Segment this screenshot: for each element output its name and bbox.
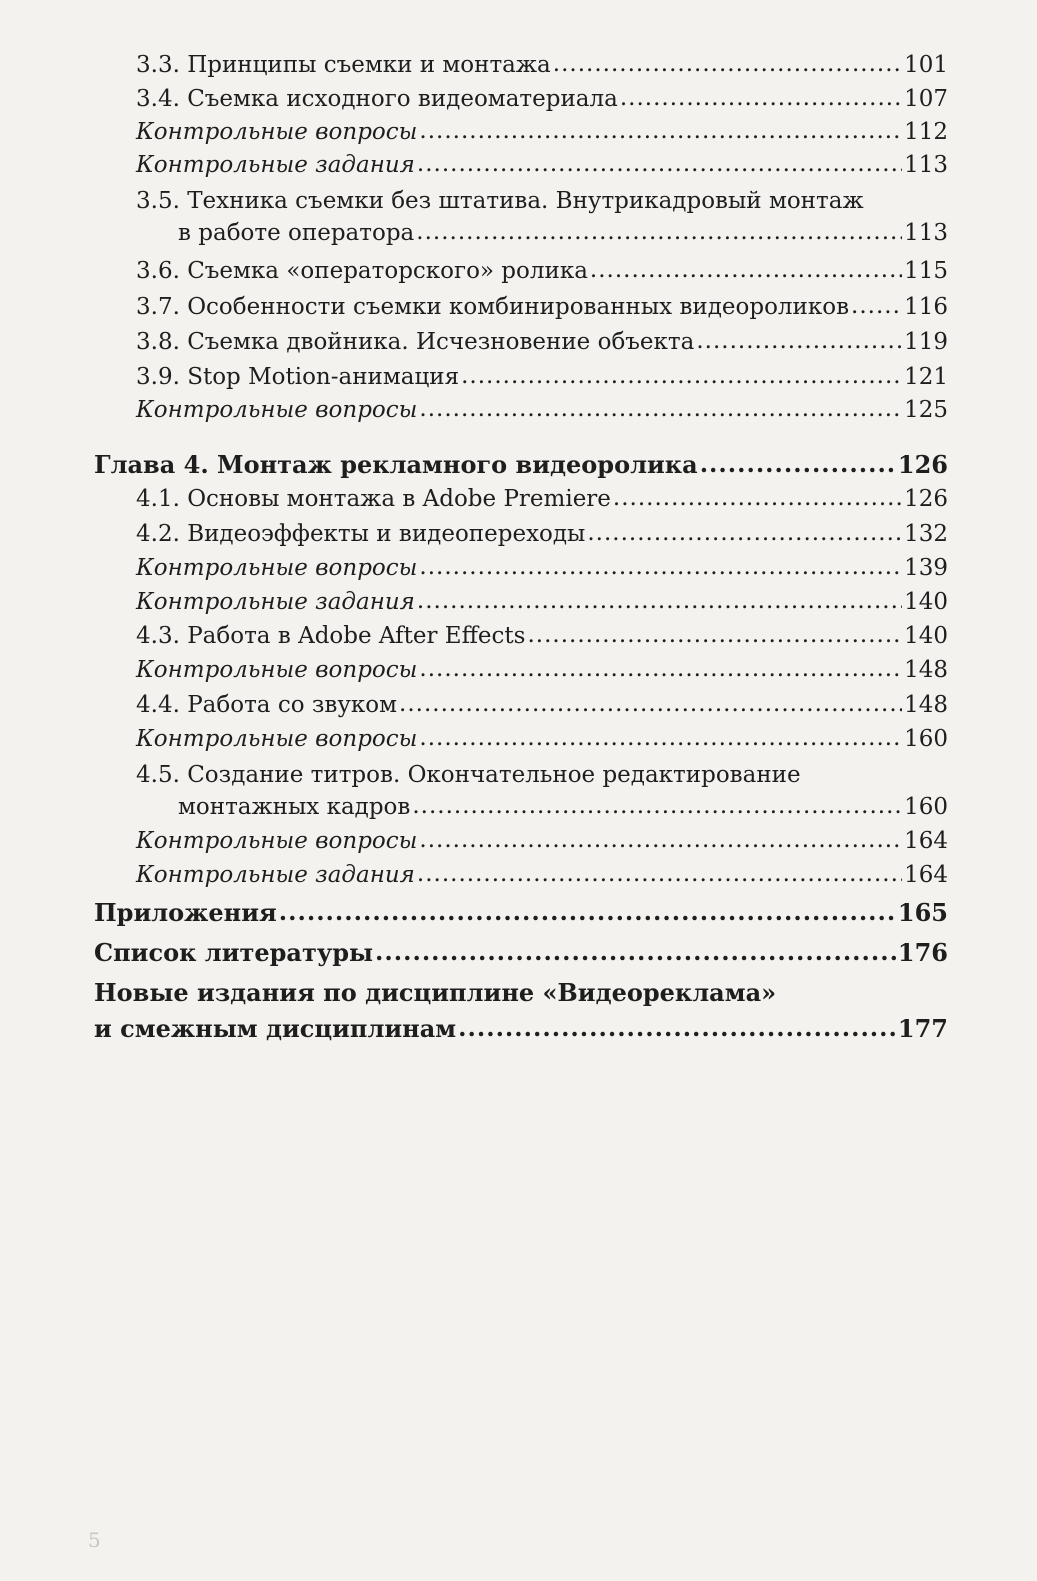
toc-entry-label: монтажных кадров	[178, 794, 411, 820]
toc-entry-label: 4.1. Основы монтажа в Adobe Premiere	[136, 486, 611, 512]
toc-entry	[136, 256, 948, 286]
toc-entry	[136, 117, 948, 147]
toc-entry	[136, 724, 948, 754]
toc-entry-label: Контрольные задания	[136, 589, 415, 615]
toc-leader-dots	[279, 897, 896, 927]
toc-entry-page: 160	[904, 726, 948, 752]
toc-entry-page: 115	[904, 258, 948, 284]
toc-entry-page: 148	[904, 692, 948, 718]
toc-entry	[136, 621, 948, 651]
toc-chapter-label: Глава 4. Монтаж рекламного видеоролика	[94, 450, 698, 479]
toc-entry-page: 164	[904, 828, 948, 854]
toc-entry	[136, 553, 948, 583]
toc-entry-label: 3.6. Съемка «операторского» ролика	[136, 258, 588, 284]
toc-chapter-label-first-line: Новые издания по дисциплине «Видеореклама»	[94, 978, 777, 1007]
toc-chapter-entry	[94, 1014, 948, 1044]
toc-entry	[136, 826, 948, 856]
toc-entry-label: Контрольные вопросы	[136, 726, 418, 752]
toc-leader-dots	[696, 326, 902, 356]
toc-entry-page: 140	[904, 589, 948, 615]
toc-entry-page: 176	[897, 938, 948, 967]
toc-entry-label: Контрольные вопросы	[136, 119, 418, 145]
toc-entry-label: Контрольные вопросы	[136, 555, 418, 581]
toc-leader-dots	[851, 291, 902, 321]
toc-entry-page: 101	[904, 52, 948, 78]
toc-entry-label: 3.9. Stop Motion-анимация	[136, 364, 460, 390]
toc-leader-dots	[375, 937, 896, 967]
toc-entry	[178, 792, 948, 822]
toc-leader-dots	[419, 116, 902, 146]
toc-entry	[136, 395, 948, 425]
toc-entry-page: 140	[904, 623, 948, 649]
toc-entry-page: 148	[904, 657, 948, 683]
toc-entry-label: Контрольные вопросы	[136, 397, 418, 423]
toc-entry	[136, 327, 948, 357]
toc-chapter-label: и смежным дисциплинам	[94, 1014, 457, 1043]
toc-entry-page: 126	[897, 450, 948, 479]
toc-chapter-entry	[94, 898, 948, 928]
toc-leader-dots	[417, 586, 902, 616]
toc-leader-dots	[553, 49, 902, 79]
toc-entry-page: 113	[904, 220, 948, 246]
toc-leader-dots	[587, 518, 902, 548]
toc-entry-label: 3.7. Особенности съемки комбинированных видеороликов	[136, 294, 850, 320]
toc-entry-label: 4.4. Работа со звуком	[136, 692, 398, 718]
toc-entry-label: 3.4. Съемка исходного видеоматериала	[136, 86, 618, 112]
toc-chapter-entry	[94, 450, 948, 480]
toc-leader-dots	[620, 83, 902, 113]
toc-entry-label-first-line: 3.5. Техника съемки без штатива. Внутрикадровый монтаж	[136, 188, 864, 214]
toc-entry-page: 139	[904, 555, 948, 581]
toc-entry-label-first-line: 4.5. Создание титров. Окончательное редактирование	[136, 762, 801, 788]
toc-entry-label: 4.2. Видеоэффекты и видеопереходы	[136, 521, 586, 547]
toc-entry-page: 164	[904, 862, 948, 888]
toc-chapter-label: Приложения	[94, 898, 277, 927]
toc-leader-dots	[417, 149, 902, 179]
toc-entry	[136, 690, 948, 720]
toc-entry-page: 126	[904, 486, 948, 512]
toc-entry	[136, 50, 948, 80]
toc-leader-dots	[461, 361, 902, 391]
toc-entry	[136, 860, 948, 890]
toc-entry-page: 177	[897, 1014, 948, 1043]
toc-entry-label: Контрольные задания	[136, 862, 415, 888]
toc-chapter-entry	[94, 938, 948, 968]
toc-entry-label: 4.3. Работа в Adobe After Effects	[136, 623, 526, 649]
toc-entry-label: Контрольные вопросы	[136, 828, 418, 854]
toc-leader-dots	[416, 217, 902, 247]
toc-leader-dots	[527, 620, 902, 650]
toc-leader-dots	[419, 552, 902, 582]
toc-leader-dots	[590, 255, 902, 285]
toc-chapter-label: Список литературы	[94, 938, 374, 967]
toc-leader-dots	[412, 791, 902, 821]
toc-leader-dots	[458, 1013, 896, 1043]
toc-entry-page: 116	[904, 294, 948, 320]
toc-entry-label: Контрольные вопросы	[136, 657, 418, 683]
toc-entry-page: 132	[904, 521, 948, 547]
toc-leader-dots	[419, 723, 902, 753]
toc-entry	[136, 484, 948, 514]
toc-entry	[136, 519, 948, 549]
toc-entry-label: Контрольные задания	[136, 152, 415, 178]
toc-entry-page: 119	[904, 329, 948, 355]
toc-leader-dots	[613, 483, 902, 513]
toc-entry	[136, 655, 948, 685]
toc-entry-label: в работе оператора	[178, 220, 415, 246]
toc-entry-page: 112	[904, 119, 948, 145]
toc-entry	[178, 218, 948, 248]
toc-leader-dots	[419, 654, 902, 684]
toc-leader-dots	[419, 394, 902, 424]
toc-entry	[136, 84, 948, 114]
toc-entry	[136, 362, 948, 392]
toc-entry-page: 107	[904, 86, 948, 112]
page-number: 5	[88, 1528, 101, 1552]
toc-leader-dots	[700, 449, 896, 479]
toc-entry	[136, 292, 948, 322]
toc-entry-page: 160	[904, 794, 948, 820]
toc-entry	[136, 587, 948, 617]
toc-entry	[136, 150, 948, 180]
toc-entry-page: 165	[897, 898, 948, 927]
toc-entry-label: 3.8. Съемка двойника. Исчезновение объекта	[136, 329, 695, 355]
toc-entry-page: 125	[904, 397, 948, 423]
toc-leader-dots	[417, 859, 902, 889]
toc-leader-dots	[419, 825, 902, 855]
toc-entry-page: 121	[904, 364, 948, 390]
toc-leader-dots	[399, 689, 902, 719]
toc-entry-label: 3.3. Принципы съемки и монтажа	[136, 52, 551, 78]
toc-entry-page: 113	[904, 152, 948, 178]
